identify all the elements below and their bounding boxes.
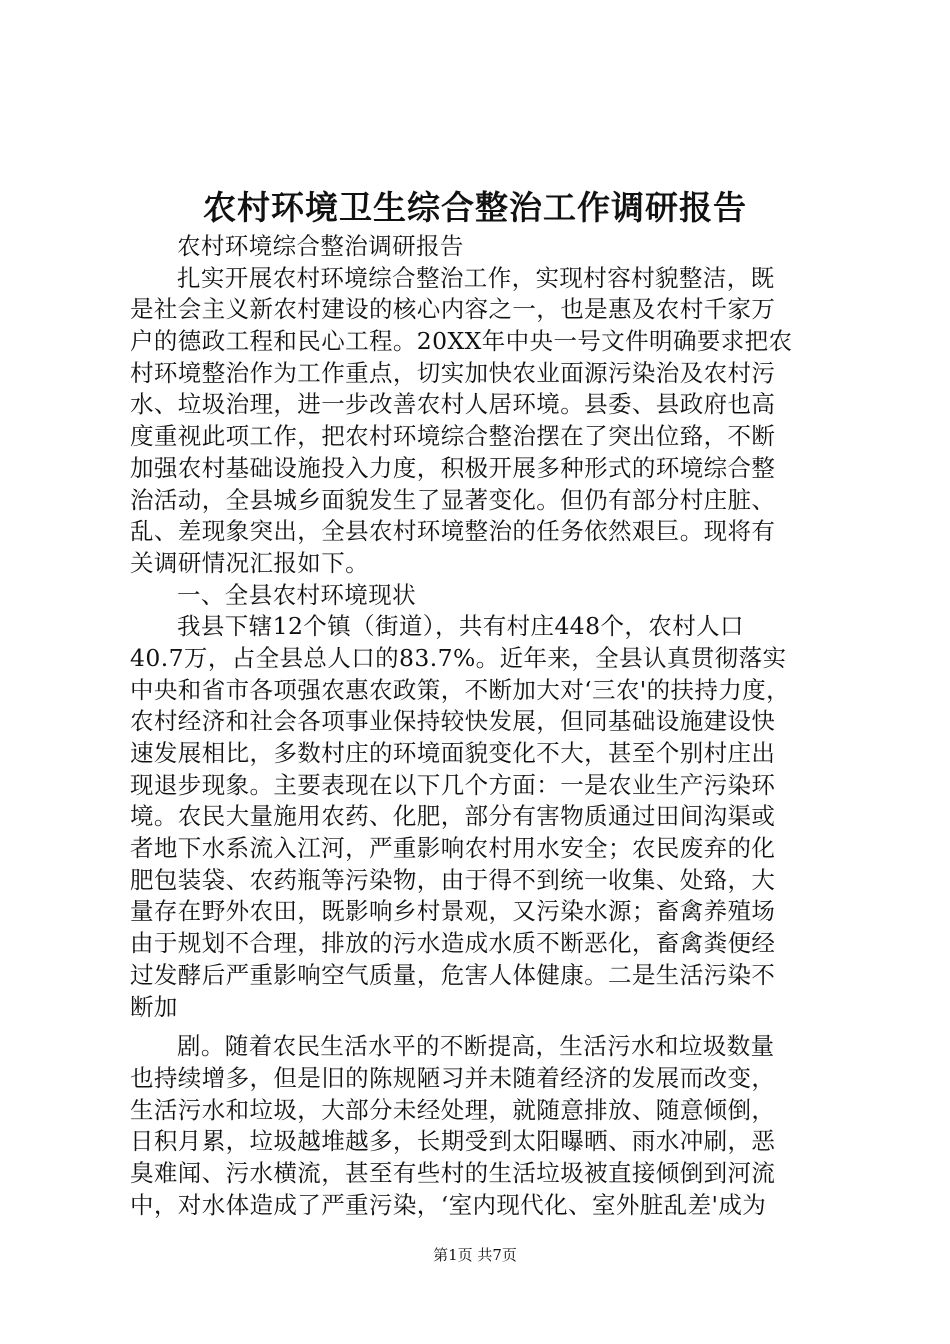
page-footer: 第1页 共7页: [433, 1246, 517, 1264]
paragraph-line: 是社会主义新农村建设的核心内容之一，也是惠及农村千家万: [130, 295, 776, 324]
paragraph-1: [130, 263, 835, 580]
paragraph-line: 量存在野外农田，既影响乡村景观，又污染水源；畜禽养殖场: [130, 897, 776, 926]
paragraph-line: 户的德政工程和民心工程。20XX年中央一号文件明确要求把农: [130, 327, 793, 356]
paragraph-line: 也持续增多，但是旧的陈规陋习并未随着经济的发展而改变，: [130, 1063, 776, 1092]
paragraph-line: 日积月累，垃圾越堆越多，长期受到太阳曝晒、雨水冲刷，恶: [130, 1127, 776, 1156]
paragraph-line: 境。农民大量施用农药、化肥，部分有害物质通过田间沟渠或: [130, 802, 776, 831]
paragraph-line: 度重视此项工作，把农村环境综合整治摆在了突出位臵，不断: [130, 422, 776, 451]
paragraph-line: 关调研情况汇报如下。: [130, 548, 369, 577]
paragraph-line: 乱、差现象突出，全县农村环境整治的任务依然艰巨。现将有: [130, 517, 776, 546]
paragraph-line: 中，对水体造成了严重污染，‘室内现代化、室外脏乱差'成为: [130, 1190, 767, 1219]
paragraph-line: 农村经济和社会各项事业保持较快发展，但同基础设施建设快: [130, 707, 776, 736]
document-title: 农村环境卫生综合整治工作调研报告: [203, 188, 747, 227]
paragraph-line: 肥包装袋、农药瓶等污染物，由于得不到统一收集、处臵，大: [130, 865, 776, 894]
paragraph-gap: [130, 1023, 835, 1031]
paragraph-line: 治活动，全县城乡面貌发生了显著变化。但仍有部分村庄脏、: [130, 485, 776, 514]
paragraph-3: [130, 1031, 835, 1221]
paragraph-line: 生活污水和垃圾，大部分未经处理，就随意排放、随意倾倒，: [130, 1095, 776, 1124]
paragraph-line: 我县下辖12个镇（街道），共有村庄448个，农村人口: [177, 612, 744, 641]
paragraph-line: 现退步现象。主要表现在以下几个方面：一是农业生产污染环: [130, 770, 776, 799]
section-heading: 一、全县农村环境现状: [177, 580, 416, 609]
paragraph-line: 断加: [130, 992, 178, 1021]
paragraph-line: 中央和省市各项强农惠农政策，不断加大对‘三农'的扶持力度，: [130, 675, 791, 704]
paragraph-line: 者地下水系流入江河，严重影响农村用水安全；农民废弃的化: [130, 834, 776, 863]
paragraph-line: 40.7万，占全县总人口的83.7%。近年来，全县认真贯彻落实: [130, 643, 787, 672]
paragraph-line: 速发展相比，多数村庄的环境面貌变化不大，甚至个别村庄出: [130, 739, 776, 767]
paragraph-line: 过发酵后严重影响空气质量，危害人体健康。二是生活污染不: [130, 960, 776, 989]
paragraph-line: 扎实开展农村环境综合整治工作，实现村容村貌整洁，既: [177, 263, 775, 292]
paragraph-line: 村环境整治作为工作重点，切实加快农业面源污染治及农村污: [130, 358, 776, 387]
subtitle: 农村环境综合整治调研报告: [177, 232, 464, 260]
document-body: [130, 231, 835, 1221]
paragraph-line: 水、垃圾治理，进一步改善农村人居环境。县委、县政府也高: [130, 390, 776, 419]
paragraph-line: 加强农村基础设施投入力度，积极开展多种形式的环境综合整: [130, 453, 776, 482]
paragraph-2: [130, 611, 835, 1023]
paragraph-line: 剧。随着农民生活水平的不断提高，生活污水和垃圾数量: [177, 1032, 775, 1061]
paragraph-line: 由于规划不合理，排放的污水造成水质不断恶化，畜禽粪便经: [130, 929, 776, 958]
paragraph-line: 臭难闻、污水横流，甚至有些村的生活垃圾被直接倾倒到河流: [130, 1158, 776, 1187]
